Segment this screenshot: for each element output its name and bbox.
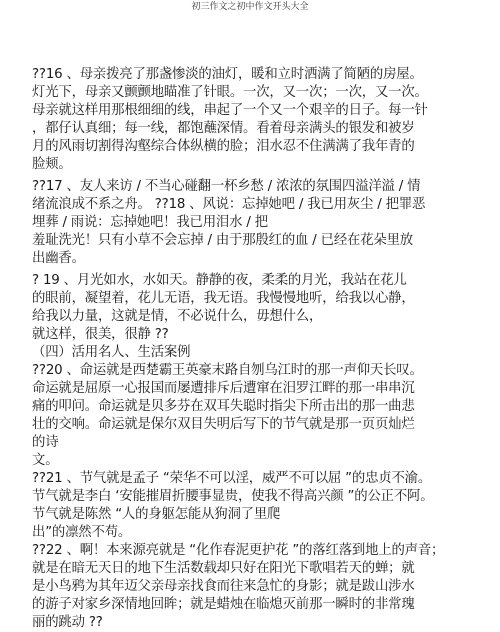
text-line: 节气就是李白 ‘安能摧眉折腰事显贵，使我不得高兴颜 ”的公正不阿。 xyxy=(32,489,434,504)
text-line: 埋葬 / 雨说：忘掉她吧！我已用泪水 / 把 xyxy=(32,215,268,230)
text-line: 月的风雨切割得沟壑综合体纵横的脸；泪水忍不住满满了我年青的 xyxy=(32,139,415,154)
text-line: 给我以力量，这就是情，不必说什么，毋想什么， xyxy=(32,309,323,324)
text-line: 就是在暗无天日的地下生活数载却只好在阳光下歌唱若天的蝉；就 xyxy=(32,561,415,576)
text-line: 的眼前，凝望着，花儿无语，我无语。我慢慢地听，给我以心静， xyxy=(32,291,415,306)
text-line: 的诗 xyxy=(32,435,59,450)
text-line: ??21 、节气就是孟子 “荣华不可以淫，威严不可以屈 ”的忠贞不渝。 xyxy=(32,471,432,486)
text-line: 丽的跳动 ?? xyxy=(32,615,103,630)
text-line: 文。 xyxy=(32,453,59,468)
text-line: 壮的交响。命运就是保尔双目失明后写下的节气就是那一页页灿烂 xyxy=(32,417,415,432)
text-line: 出幽香。 xyxy=(32,251,85,266)
section-heading: （四）活用名人、生活案例 xyxy=(32,345,191,360)
text-line: 命运就是屈原一心报国而屡遭排斥后遭窜在汨罗江畔的那一串串沉 xyxy=(32,381,415,396)
text-line: 是小鸟鸦为其年迈父亲母亲找食而往来急忙的身影；就是跋山涉水 xyxy=(32,579,415,594)
text-line: 绪流浪成不系之舟。 ??18 、风说：忘掉她吧 / 我已用灰尘 / 把罪恶 xyxy=(32,197,426,212)
text-line: 灯光下，母亲又颤颤地瞄准了针眼。一次，又一次；一次，又一次。 xyxy=(32,85,428,100)
text-line: ??22 、啊！本来源亮就是 “化作春泥更护花 ”的落红落到地上的声音； xyxy=(32,543,445,558)
text-line: 痛的叩问。命运就是贝多芬在双耳失聪时指尖下所击出的那一曲悲 xyxy=(32,399,415,414)
text-line: ，都仔认真细；每一线，都饱蘸深情。看着母亲满头的银发和被岁 xyxy=(32,121,415,136)
document-body xyxy=(32,66,472,632)
text-line: ? 19 、月光如水，水如天。静静的夜，柔柔的月光，我站在花儿 xyxy=(32,273,407,288)
text-line: 节气就是陈然 “人的身躯怎能从狗洞了里爬 xyxy=(32,507,281,522)
text-line: 脸颊。 xyxy=(32,157,72,172)
text-line: ??20 、命运就是西楚霸王英豪末路自刎乌江时的那一声仰天长叹。 xyxy=(32,363,423,378)
text-line: ??16 、母亲拨亮了那盏惨淡的油灯，暖和立时洒满了简陋的房屋。 xyxy=(32,67,423,82)
text-line: 的游子对家乡深情地回眸；就是蜡烛在临熄灭前那一瞬时的非常瑰 xyxy=(32,597,415,612)
page-header-title: 初三作文之初中作文开头大全 xyxy=(191,2,309,12)
text-line: ??17 、友人来访 / 不当心碰翻一杯乡愁 / 浓浓的氛围四溢洋溢 / 情 xyxy=(32,179,421,194)
text-line: 就这样，很美，很静 ?? xyxy=(32,327,169,342)
text-line: 出”的凛然不苟。 xyxy=(32,525,132,540)
text-line: 羞耻洗光！只有小草不会忘掉 / 由于那殷红的血 / 已经在花朵里放 xyxy=(32,233,413,248)
text-line: 母亲就这样用那根细细的线，串起了一个又一个艰辛的日子。每一针 xyxy=(32,103,428,118)
